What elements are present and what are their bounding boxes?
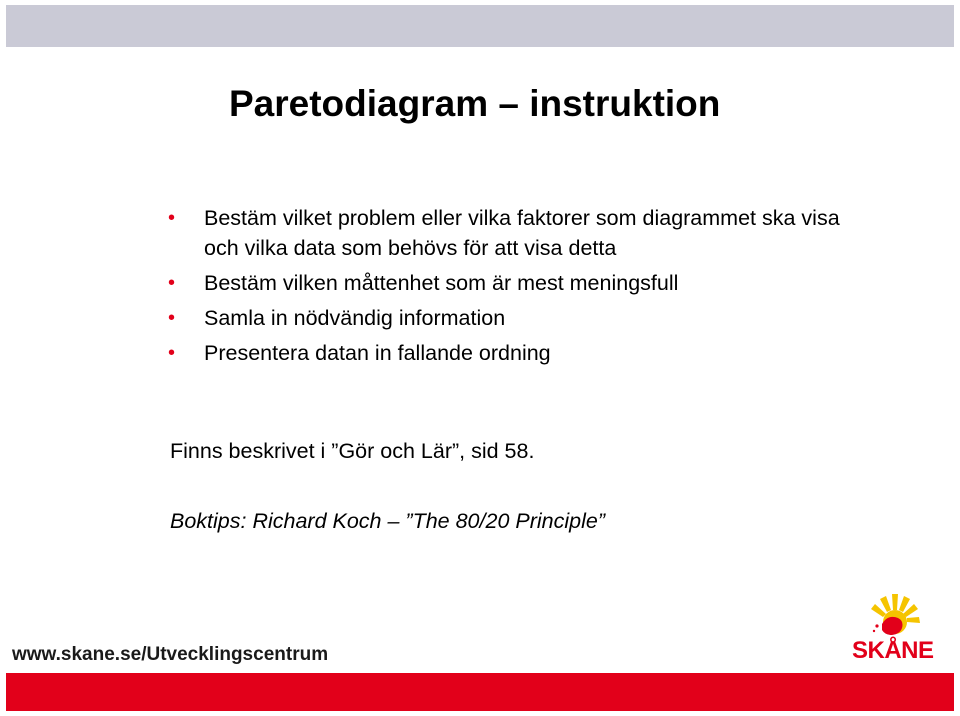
- booktip-text: Boktips: Richard Koch – ”The 80/20 Principle”: [170, 509, 605, 533]
- reference-text: Finns beskrivet i ”Gör och Lär”, sid 58.: [170, 439, 535, 463]
- bullet-icon: •: [168, 307, 176, 329]
- region-skane-sun-logo-icon: [852, 588, 942, 642]
- slide-title: Paretodiagram – instruktion: [229, 83, 721, 124]
- bullet-item: [168, 203, 868, 263]
- bullet-icon: •: [168, 207, 176, 229]
- bullet-text: Bestäm vilket problem eller vilka faktorer som diagrammet ska visa och vilka data som behövs för att visa detta: [204, 206, 840, 260]
- bullet-text: Presentera datan in fallande ordning: [204, 341, 551, 365]
- footer-url: www.skane.se/Utvecklingscentrum: [12, 644, 329, 665]
- bullet-text: Samla in nödvändig information: [204, 306, 506, 330]
- bullet-icon: •: [168, 272, 176, 294]
- region-skane-logo: [852, 588, 942, 666]
- bottom-bar: [6, 673, 954, 711]
- bullet-text: Bestäm vilken måttenhet som är mest meningsfull: [204, 271, 679, 295]
- bullet-list: [168, 203, 868, 373]
- bullet-item: [168, 338, 868, 368]
- bullet-item: [168, 303, 868, 333]
- logo-text: SKÅNE: [852, 637, 934, 664]
- top-bar: [6, 5, 954, 47]
- bullet-icon: •: [168, 342, 176, 364]
- bullet-item: [168, 268, 868, 298]
